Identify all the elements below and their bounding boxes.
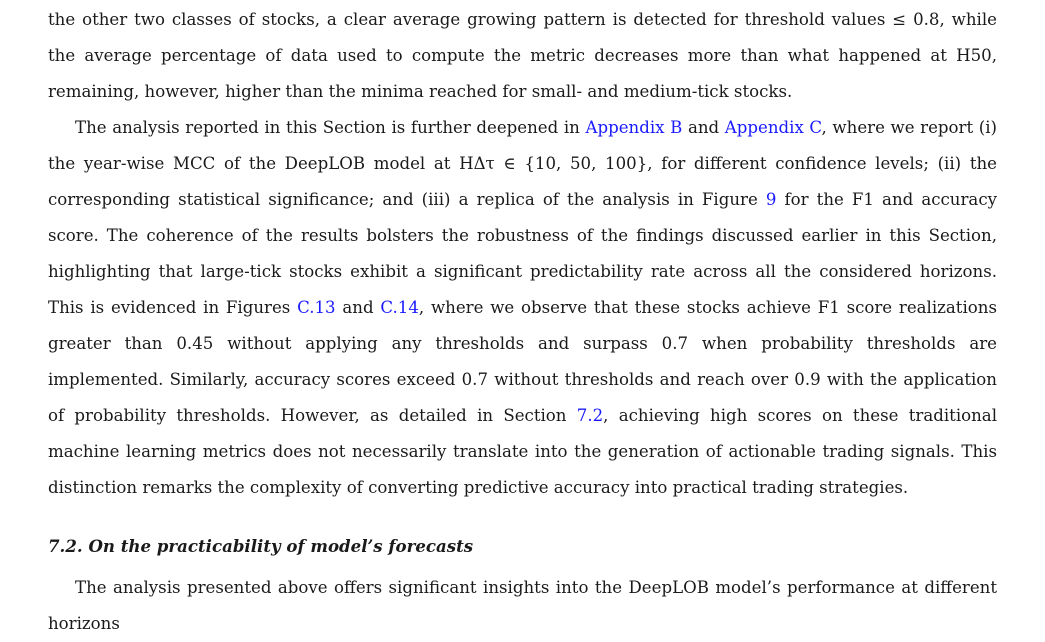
paragraph-text: The analysis presented above offers significant insights into the DeepLOB model’s performance at different horizons	[48, 578, 997, 633]
link-appendix-c[interactable]: Appendix C	[724, 118, 822, 137]
text-run: and	[335, 298, 381, 317]
text-run: , achieving high scores on these traditional machine learning metrics does not necessarily translate into the generation of actionable trading signals. This distinction remarks the complexity of converting predictive accuracy into practical trading strategies.	[48, 406, 998, 497]
section-heading	[48, 528, 997, 564]
paragraph-text: the other two classes of stocks, a clear average growing pattern is detected for threshold values ≤ 0.8, while the average percentage of data used to compute the metric decreases more than what happened at H50, remaining, however, higher than the minima reached for small- and medium-tick stocks.	[48, 10, 997, 101]
section-title: On the practicability of model’s forecasts	[88, 536, 474, 556]
link-appendix-b[interactable]: Appendix B	[585, 118, 683, 137]
section-number: 7.2.	[48, 536, 83, 556]
text-run: , where we observe that these stocks achieve F1 score realizations greater than 0.45 without applying any thresholds and surpass 0.7 when probability thresholds are implemented. Similarly, accuracy scores exceed 0.7 without thresholds and reach over 0.9 with the application of probability thresholds. However, as detailed in Section	[48, 298, 997, 425]
text-run: and	[682, 118, 725, 137]
link-section-7-2[interactable]: 7.2	[576, 406, 604, 425]
text-run: , where we report (i) the year-wise MCC of the DeepLOB model at HΔτ ∈ {10, 50, 100}, for different confidence levels; (ii) the corresponding statistical significance; and (iii) a replica of the analysis in Figure	[48, 118, 997, 209]
link-figure-c14[interactable]: C.14	[380, 298, 419, 317]
paper-page	[48, 2, 997, 642]
paragraph-growing-pattern	[48, 2, 997, 110]
text-run: The analysis reported in this Section is further deepened in	[75, 118, 586, 137]
paragraph-analysis-presented	[48, 570, 997, 642]
text-run: for the F1 and accuracy score. The coherence of the results bolsters the robustness of the findings discussed earlier in this Section, highlighting that large-tick stocks exhibit a significant predictability rate across all the considered horizons. This is evidenced in Figures	[48, 190, 997, 317]
paragraph-analysis-deepened	[48, 110, 997, 506]
link-figure-9[interactable]: 9	[765, 190, 777, 209]
link-figure-c13[interactable]: C.13	[297, 298, 336, 317]
